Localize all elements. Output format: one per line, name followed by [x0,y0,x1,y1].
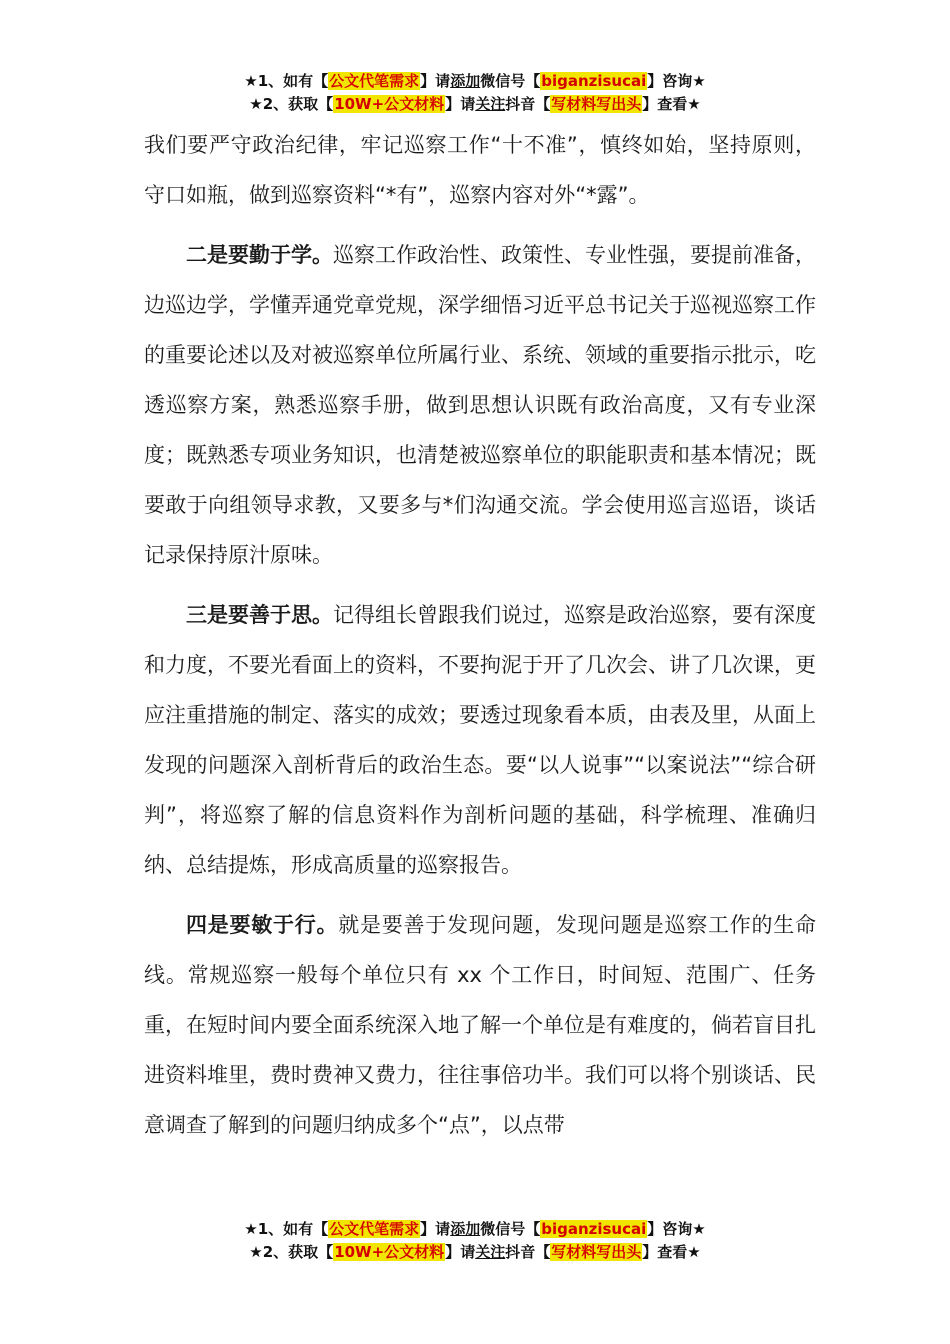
banner-line-1: ★1、如有【公文代笔需求】请添加微信号【biganzisucai】咨询★ [244,1220,706,1238]
banner-line-1: ★1、如有【公文代笔需求】请添加微信号【biganzisucai】咨询★ [244,72,706,90]
paragraph-heading: 二是要勤于学。 [186,243,333,267]
highlight-douyin: 写材料写出头 [551,95,642,113]
highlight-service: 公文代笔需求 [329,72,420,90]
paragraph-heading: 四是要敏于行。 [186,913,339,937]
paragraph-continued: 我们要严守政治纪律，牢记巡察工作“十不准”，慎终如始，坚持原则，守口如瓶，做到巡察资料“*有”，巡察内容对外“*露”。 [144,133,816,207]
footer-banner [0,1218,950,1264]
banner-line-2: ★2、获取【10W+公文材料】请关注抖音【写材料写出头】查看★ [249,95,701,113]
highlight-wechat-id: biganzisucai [541,1220,647,1238]
banner-line-2: ★2、获取【10W+公文材料】请关注抖音【写材料写出头】查看★ [249,1243,701,1261]
highlight-materials: 10W+公文材料 [334,95,445,113]
paragraph-heading: 三是要善于思。 [186,603,333,627]
highlight-service: 公文代笔需求 [329,1220,420,1238]
highlight-materials: 10W+公文材料 [334,1243,445,1261]
highlight-wechat-id: biganzisucai [541,72,647,90]
paragraph-act: 四是要敏于行。就是要善于发现问题，发现问题是巡察工作的生命线。常规巡察一般每个单位只有 xx 个工作日，时间短、范围广、任务重，在短时间内要全面系统深入地了解一个单位是有难度的，倘若盲目扎进资料堆里，费时费神又费力，往往事倍功半。我们可以将个别谈话、民意调查了解到的问题归纳成多个“点”，以点带 [144,913,816,1137]
header-banner [0,70,950,116]
highlight-douyin: 写材料写出头 [551,1243,642,1261]
document-body [144,120,816,1160]
paragraph-study: 二是要勤于学。巡察工作政治性、政策性、专业性强，要提前准备，边巡边学，学懂弄通党章党规，深学细悟习近平总书记关于巡视巡察工作的重要论述以及对被巡察单位所属行业、系统、领域的重要指示批示，吃透巡察方案，熟悉巡察手册，做到思想认识既有政治高度，又有专业深度；既熟悉专项业务知识，也清楚被巡察单位的职能职责和基本情况；既要敢于向组领导求教，又要多与*们沟通交流。学会使用巡言巡语，谈话记录保持原汁原味。 [144,243,816,567]
paragraph-think: 三是要善于思。记得组长曾跟我们说过，巡察是政治巡察，要有深度和力度，不要光看面上的资料，不要拘泥于开了几次会、讲了几次课，更应注重措施的制定、落实的成效；要透过现象看本质，由表及里，从面上发现的问题深入剖析背后的政治生态。要“以人说事”“以案说法”“综合研判”，将巡察了解的信息资料作为剖析问题的基础，科学梳理、准确归纳、总结提炼，形成高质量的巡察报告。 [144,603,816,877]
